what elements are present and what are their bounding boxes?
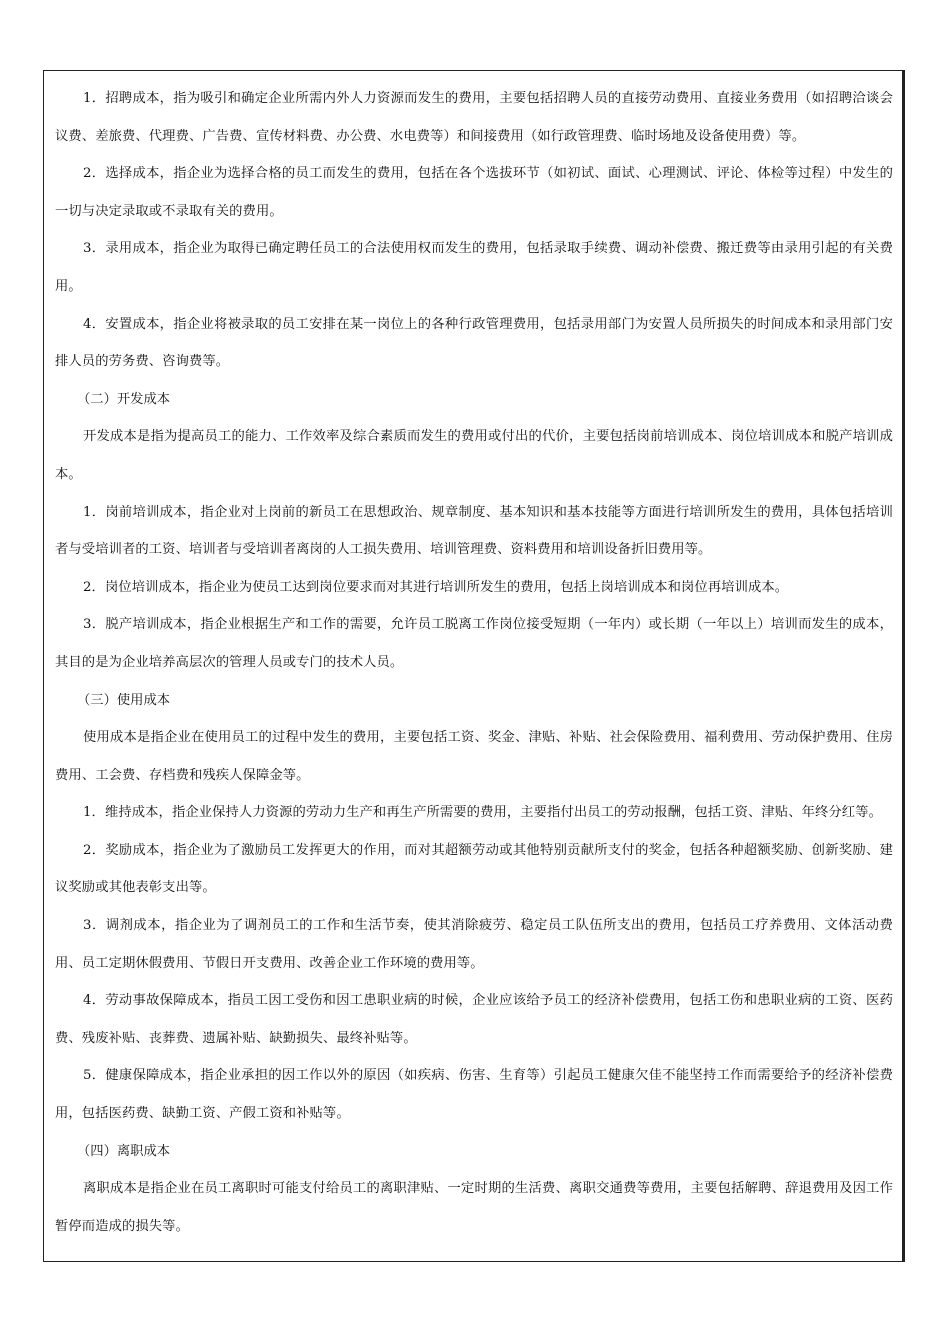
section-heading-separation-cost: （四）离职成本 (77, 1143, 171, 1159)
paragraph-work-injury-cost: 4．劳动事故保障成本，指员工因工受伤和因工患职业病的时候，企业应该给予员工的经济补偿费用，包括工伤和患职业病的工资、医药费、残废补贴、丧葬费、遗属补贴、缺勤损失、最终补贴等。 (55, 993, 893, 1046)
paragraph-recruitment-cost: 1．招聘成本，指为吸引和确定企业所需内外人力资源而发生的费用，主要包括招聘人员的直接劳动费用、直接业务费用（如招聘洽谈会议费、差旅费、代理费、广告费、宣传材料费、办公费、水电费等）和间接费用（如行政管理费、临时场地及设备使用费）等。 (55, 91, 893, 144)
paragraph-selection-cost: 2．选择成本，指企业为选择合格的员工而发生的费用，包括在各个选拔环节（如初试、面试、心理测试、评论、体检等过程）中发生的一切与决定录取或不录取有关的费用。 (55, 166, 893, 219)
paragraph-maintenance-cost: 1．维持成本，指企业保持人力资源的劳动力生产和再生产所需要的费用，主要指付出员工的劳动报酬，包括工资、津贴、年终分红等。 (83, 805, 882, 821)
paragraph-adjustment-cost: 3．调剂成本，指企业为了调剂员工的工作和生活节奏，使其消除疲劳、稳定员工队伍所支出的费用，包括员工疗养费用、文体活动费用、员工定期休假费用、节假日开支费用、改善企业工作环境的费用等。 (55, 918, 893, 971)
paragraph-hiring-cost: 3．录用成本，指企业为取得已确定聘任员工的合法使用权而发生的费用，包括录取手续费、调动补偿费、搬迁费等由录用引起的有关费用。 (55, 241, 893, 294)
paragraph-incentive-cost: 2．奖励成本，指企业为了激励员工发挥更大的作用，而对其超额劳动或其他特别贡献所支付的奖金，包括各种超额奖励、创新奖励、建议奖励或其他表彰支出等。 (55, 842, 893, 896)
paragraph-off-job-training-cost: 3．脱产培训成本，指企业根据生产和工作的需要，允许员工脱离工作岗位接受短期（一年内）或长期（一年以上）培训而发生的成本，其目的是为企业培养高层次的管理人员或专门的技术人员。 (55, 617, 893, 670)
paragraph-on-job-training-cost: 2．岗位培训成本，指企业为使员工达到岗位要求而对其进行培训所发生的费用，包括上岗培训成本和岗位再培训成本。 (83, 579, 789, 595)
paragraph-placement-cost: 4．安置成本，指企业将被录取的员工安排在某一岗位上的各种行政管理费用，包括录用部门为安置人员所损失的时间成本和录用部门安排人员的劳务费、咨询费等。 (55, 316, 893, 370)
paragraph-separation-cost-intro: 离职成本是指企业在员工离职时可能支付给员工的离职津贴、一定时期的生活费、离职交通费等费用，主要包括解聘、辞退费用及因工作暂停而造成的损失等。 (55, 1181, 893, 1234)
paragraph-usage-cost-intro: 使用成本是指企业在使用员工的过程中发生的费用，主要包括工资、奖金、津贴、补贴、社会保险费用、福利费用、劳动保护费用、住房费用、工会费、存档费和残疾人保障金等。 (55, 730, 893, 783)
paragraph-development-cost-intro: 开发成本是指为提高员工的能力、工作效率及综合素质而发生的费用或付出的代价，主要包括岗前培训成本、岗位培训成本和脱产培训成本。 (55, 429, 893, 482)
section-heading-usage-cost: （三）使用成本 (77, 692, 171, 708)
paragraph-health-protection-cost: 5．健康保障成本，指企业承担的因工作以外的原因（如疾病、伤害、生育等）引起员工健康欠佳不能坚持工作而需要给予的经济补偿费用，包括医药费、缺勤工资、产假工资和补贴等。 (55, 1068, 893, 1122)
paragraph-pre-job-training-cost: 1．岗前培训成本，指企业对上岗前的新员工在思想政治、规章制度、基本知识和基本技能等方面进行培训所发生的费用，具体包括培训者与受培训者的工资、培训者与受培训者离岗的人工损失费用、培训管理费、资料费用和培训设备折旧费用等。 (55, 504, 893, 558)
section-heading-development-cost: （二）开发成本 (77, 391, 171, 407)
document-body (55, 80, 893, 1245)
